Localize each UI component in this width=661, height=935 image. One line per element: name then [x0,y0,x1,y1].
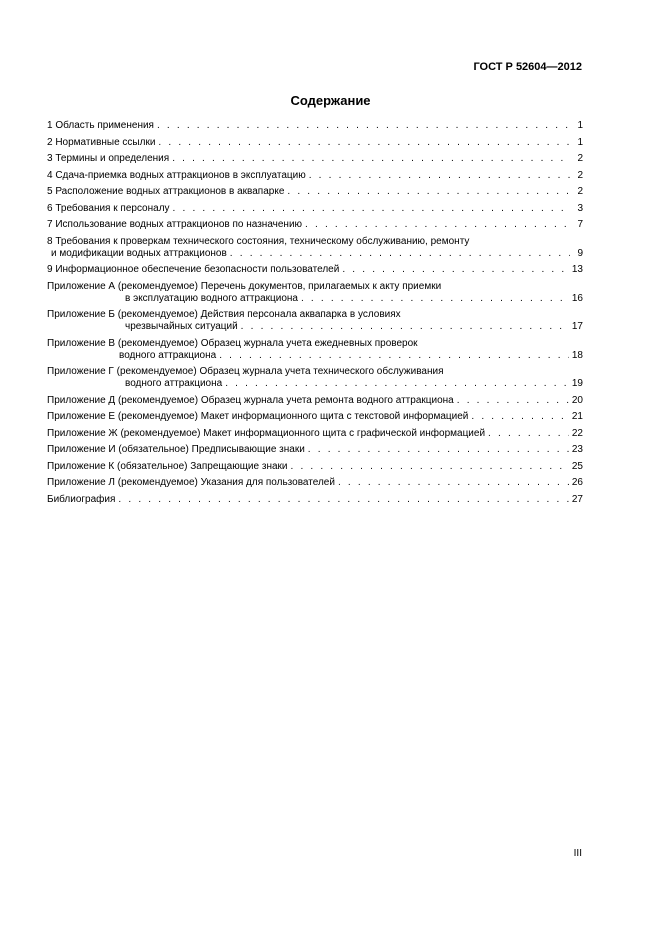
toc-entry-title: 9 Информационное обеспечение безопасности пользователей [47,264,340,275]
toc-entry-title: Приложение К (обязательное) Запрещающие знаки [47,460,288,472]
toc-appendix-b[interactable] [47,309,583,333]
toc-appendix-d[interactable] [47,395,583,407]
toc-entry-title: Приложение Г (рекомендуемое) Образец журнала учета технического обслуживания [47,366,444,377]
toc-entry-1[interactable] [47,120,583,132]
toc-page-number: 27 [571,493,583,505]
toc-entry-title: Библиография [47,493,116,505]
toc-page-number: 1 [577,120,583,131]
leader-dots [157,120,570,132]
leader-dots [308,444,569,456]
toc-entry-3[interactable] [47,153,583,165]
page-number: III [573,848,582,859]
toc-entry-title: Приложение Л (рекомендуемое) Указания для пользователей [47,477,335,488]
leader-dots [230,248,570,260]
toc-page-number: 22 [571,427,583,439]
toc-appendix-e[interactable] [47,411,583,423]
page-title: Содержание [290,93,371,108]
toc-appendix-v[interactable] [47,338,583,362]
leader-dots [457,395,569,407]
toc-entry-6[interactable] [47,203,583,215]
toc-entry-title: Приложение Ж (рекомендуемое) Макет информационного щита с графической информацией [47,427,486,439]
toc-page-number: 26 [571,477,583,488]
toc-entry-title: Приложение В (рекомендуемое) Образец журнала учета ежедневных проверок [47,337,418,349]
toc-entry-title-continued: в эксплуатацию водного аттракциона [125,292,298,304]
toc-page-number: 2 [577,153,583,164]
leader-dots [158,137,570,149]
toc-entry-7[interactable] [47,219,583,231]
toc-appendix-l[interactable] [47,477,583,489]
leader-dots [301,293,569,305]
toc-page-number: 25 [571,460,583,472]
leader-dots [118,494,568,506]
toc-appendix-zh[interactable] [47,428,583,440]
toc-page-number: 2 [577,169,583,181]
toc-page-number: 13 [571,264,583,275]
toc-appendix-g[interactable] [47,366,583,390]
toc-page-number: 23 [571,444,583,455]
toc-entry-title: 7 Использование водных аттракционов по назначению [47,219,303,230]
leader-dots [172,153,570,165]
toc-entry-title: 1 Область применения [47,120,154,131]
toc-appendix-i[interactable] [47,444,583,456]
toc-entry-5[interactable] [47,186,583,198]
leader-dots [488,428,569,440]
toc-bibliography[interactable] [47,494,583,506]
toc-entry-title-continued: и модификации водных аттракционов [51,247,227,259]
toc-page-number: 19 [571,378,583,389]
toc-page-number: 20 [571,394,583,406]
leader-dots [471,411,568,423]
toc-appendix-k[interactable] [47,461,583,473]
toc-entry-title: 5 Расположение водных аттракционов в аквапарке [47,186,285,197]
toc-page-number: 1 [577,136,583,148]
toc-appendix-a[interactable] [47,281,583,305]
toc-page-number: 2 [577,186,583,197]
toc-entry-title-continued: водного аттракциона [125,378,223,389]
leader-dots [241,321,569,333]
document-standard-number: ГОСТ Р 52604—2012 [473,61,582,73]
toc-entry-title: Приложение И (обязательное) Предписывающие знаки [47,444,305,455]
leader-dots [290,461,568,473]
leader-dots [287,186,570,198]
leader-dots [173,203,570,215]
table-of-contents [47,120,583,510]
toc-page-number: 18 [571,349,583,361]
toc-entry-title: Приложение А (рекомендуемое) Перечень документов, прилагаемых к акту приемки [47,280,442,292]
toc-entry-title: 3 Термины и определения [47,153,170,164]
toc-entry-4[interactable] [47,170,583,182]
toc-entry-8[interactable] [47,236,583,260]
leader-dots [305,219,570,231]
toc-entry-title: 2 Нормативные ссылки [47,136,156,148]
toc-entry-9[interactable] [47,264,583,276]
toc-entry-title-continued: чрезвычайных ситуаций [125,321,238,332]
toc-entry-title: Приложение Д (рекомендуемое) Образец журнала учета ремонта водного аттракциона [47,394,454,406]
toc-entry-title: 6 Требования к персоналу [47,202,170,214]
toc-entry-title: Приложение Е (рекомендуемое) Макет информационного щита с текстовой информацией [47,411,469,422]
toc-entry-title: 8 Требования к проверкам технического состояния, техническому обслуживанию, ремонту [47,235,470,247]
toc-entry-2[interactable] [47,137,583,149]
toc-page-number: 9 [577,247,583,259]
toc-page-number: 16 [571,292,583,304]
toc-page-number: 21 [571,411,583,422]
leader-dots [219,350,569,362]
leader-dots [309,170,570,182]
toc-entry-title: Приложение Б (рекомендуемое) Действия персонала аквапарка в условиях [47,309,401,320]
toc-page-number: 17 [571,321,583,332]
toc-page-number: 3 [577,202,583,214]
toc-entry-title-continued: водного аттракциона [119,349,217,361]
leader-dots [338,477,569,489]
leader-dots [225,378,569,390]
leader-dots [342,264,569,276]
toc-page-number: 7 [577,219,583,230]
toc-entry-title: 4 Сдача-приемка водных аттракционов в эксплуатацию [47,169,306,181]
